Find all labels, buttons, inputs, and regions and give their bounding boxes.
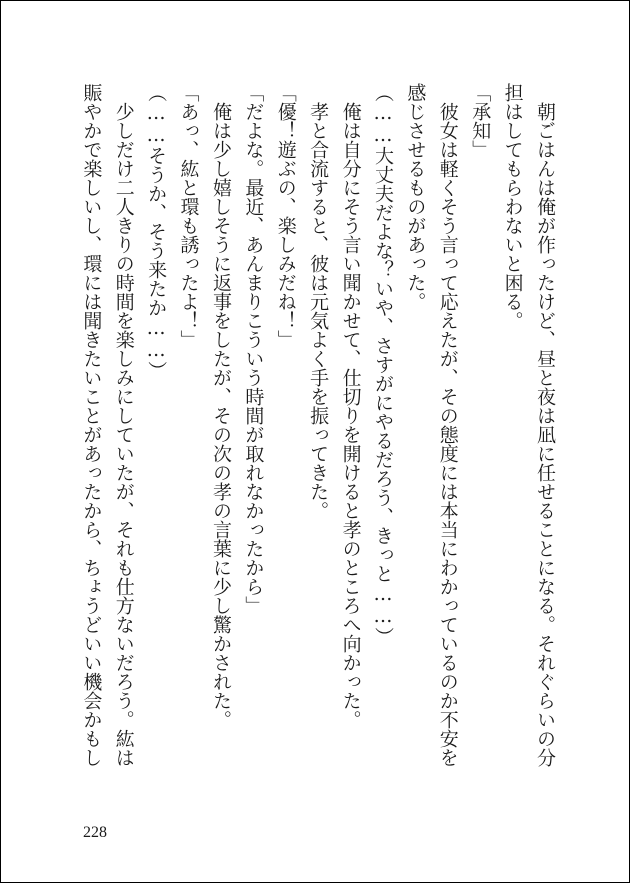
text-line: 「優！遊ぶの、楽しみだね！」 <box>274 83 297 349</box>
text-line: （……大丈夫だよな？いや、さすがにやるだろう、きっと……） <box>371 83 394 646</box>
text-line: 朝ごはんは俺が作ったけど、昼と夜は凪に任せることになる。それぐらいの分 <box>534 83 556 767</box>
page-number: 228 <box>83 824 107 841</box>
text-line: 担はしてもらわないと困る。 <box>501 83 524 330</box>
text-line: 少しだけ二人きりの時間を楽しみにしていたが、それも仕方ないだろう。紘は <box>112 83 135 767</box>
vertical-text-body <box>75 83 561 793</box>
text-line: （……そうか、そう来たか……） <box>145 83 168 380</box>
text-line: 彼女は軽くそう言って応えたが、その態度には本当にわかっているのか不安を <box>436 83 459 767</box>
text-line: 俺は自分にそう言い聞かせて、仕切りを開けると孝のところへ向かった。 <box>339 83 362 729</box>
text-line: 孝と合流すると、彼は元気よく手を振ってきた。 <box>307 83 330 520</box>
text-line: 賑やかで楽しいし、環には聞きたいことがあったから、ちょうどいい機会かもし <box>80 83 103 767</box>
text-line: 「だよな。最近、あんまりこういう時間が取れなかったから」 <box>242 83 265 615</box>
text-line: 俺は少し嬉しそうに返事をしたが、その次の孝の言葉に少し驚かされた。 <box>209 83 232 729</box>
text-line: 「承知」 <box>469 83 492 159</box>
text-line: 感じさせるものがあった。 <box>404 83 427 311</box>
text-line: 「あっ、紘と環も誘ったよ！」 <box>177 83 200 349</box>
